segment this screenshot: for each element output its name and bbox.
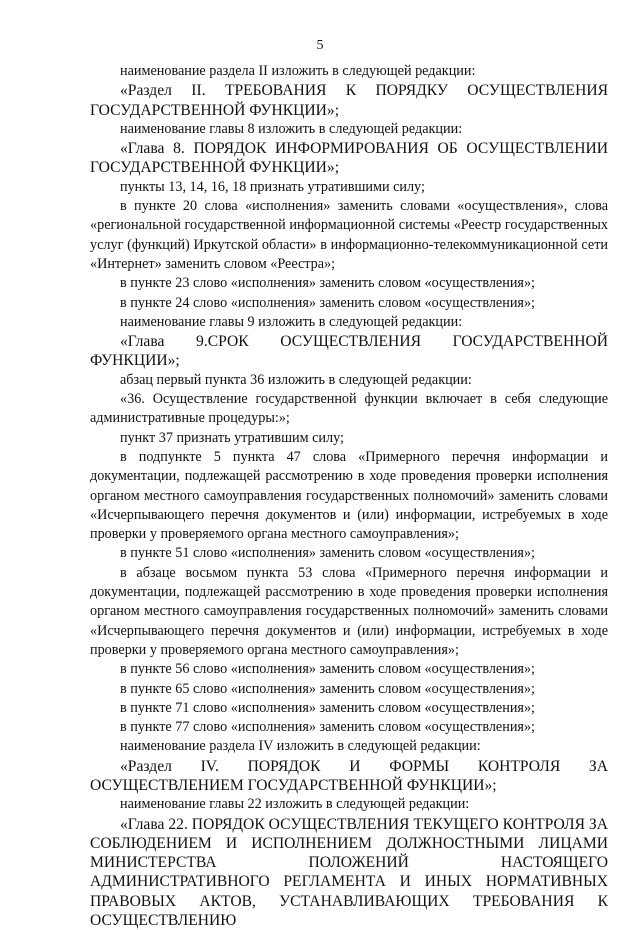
paragraph: наименование раздела IV изложить в следующей редакции: [120,738,481,755]
paragraph: пункт 37 признать утратившим силу; [120,429,344,446]
paragraph: в пункте 51 слово «исполнения» заменить словом «осуществления»; [120,545,535,562]
page-number: 5 [316,38,324,53]
paragraph: в пункте 71 слово «исполнения» заменить словом «осуществления»; [120,699,535,716]
paragraph: в пункте 56 слово «исполнения» заменить словом «осуществления»; [120,661,535,678]
paragraph: абзац первый пункта 36 изложить в следующей редакции: [120,371,472,388]
paragraph: наименование главы 8 изложить в следующей редакции: [120,120,463,137]
paragraph: в абзаце восьмом пункта 53 слова «Примерного перечня информации и документации, подлежащей рассмотрению в ходе проведения проверки исполнения органом местного самоуправления государственных полномочий» заменить словами «Исчерпывающего перечня документов и (или) информации, истребуемых в ходе проверки у проверяемого органа местного самоуправления»; [90,564,608,658]
paragraph: в пункте 65 слово «исполнения» заменить словом «осуществления»; [120,680,535,697]
paragraph: в пункте 77 слово «исполнения» заменить словом «осуществления»; [120,719,535,736]
paragraph: в подпункте 5 пункта 47 слова «Примерного перечня информации и документации, подлежащей рассмотрению в ходе проведения проверки исполнения органом местного самоуправления государственных полномочий» заменить словами «Исчерпывающего перечня документов и (или) информации, истребуемых в ходе проверки у проверяемого органа местного самоуправления»; [90,448,608,543]
paragraph: в пункте 20 слова «исполнения» заменить словами «осуществления», слова «региональной государственной информационной системы «Реестр государственных услуг (функций) Иркутской области» в информационно-телекоммуникационной сети «Интернет» заменить словом «Реестра»; [90,198,608,272]
paragraph: «Глава 9.СРОК ОСУЩЕСТВЛЕНИЯ ГОСУДАРСТВЕННОЙ ФУНКЦИИ»; [90,333,608,370]
paragraph: наименование главы 22 изложить в следующей редакции: [120,796,470,813]
paragraph: «Раздел II. ТРЕБОВАНИЯ К ПОРЯДКУ ОСУЩЕСТВЛЕНИЯ ГОСУДАРСТВЕННОЙ ФУНКЦИИ»; [90,82,608,119]
paragraph: наименование раздела II изложить в следующей редакции: [120,63,476,79]
paragraph: в пункте 23 слово «исполнения» заменить словом «осуществления»; [120,275,535,292]
document-body [90,62,608,930]
paragraph: наименование главы 9 изложить в следующей редакции: [120,313,463,330]
paragraph: «Глава 8. ПОРЯДОК ИНФОРМИРОВАНИЯ ОБ ОСУЩЕСТВЛЕНИИ ГОСУДАРСТВЕННОЙ ФУНКЦИИ»; [90,140,608,177]
paragraph: «Раздел IV. ПОРЯДОК И ФОРМЫ КОНТРОЛЯ ЗА ОСУЩЕСТВЛЕНИЕМ ГОСУДАРСТВЕННОЙ ФУНКЦИИ»; [90,757,608,794]
paragraph: «36. Осуществление государственной функции включает в себя следующие административные процедуры:»; [90,391,608,427]
paragraph: «Глава 22. ПОРЯДОК ОСУЩЕСТВЛЕНИЯ ТЕКУЩЕГО КОНТРОЛЯ ЗА СОБЛЮДЕНИЕМ И ИСПОЛНЕНИЕМ ДОЛЖНОСТНЫМИ ЛИЦАМИ МИНИСТЕРСТВА ПОЛОЖЕНИЙ НАСТОЯЩЕГО АДМИНИСТРАТИВНОГО РЕГЛАМЕНТА И ИНЫХ НОРМАТИВНЫХ ПРАВОВЫХ АКТОВ, УСТАНАВЛИВАЮЩИХ ТРЕБОВАНИЯ К ОСУЩЕСТВЛЕНИЮ [90,815,608,930]
paragraph: пункты 13, 14, 16, 18 признать утратившими силу; [120,178,425,195]
paragraph: в пункте 24 слово «исполнения» заменить словом «осуществления»; [120,294,535,311]
